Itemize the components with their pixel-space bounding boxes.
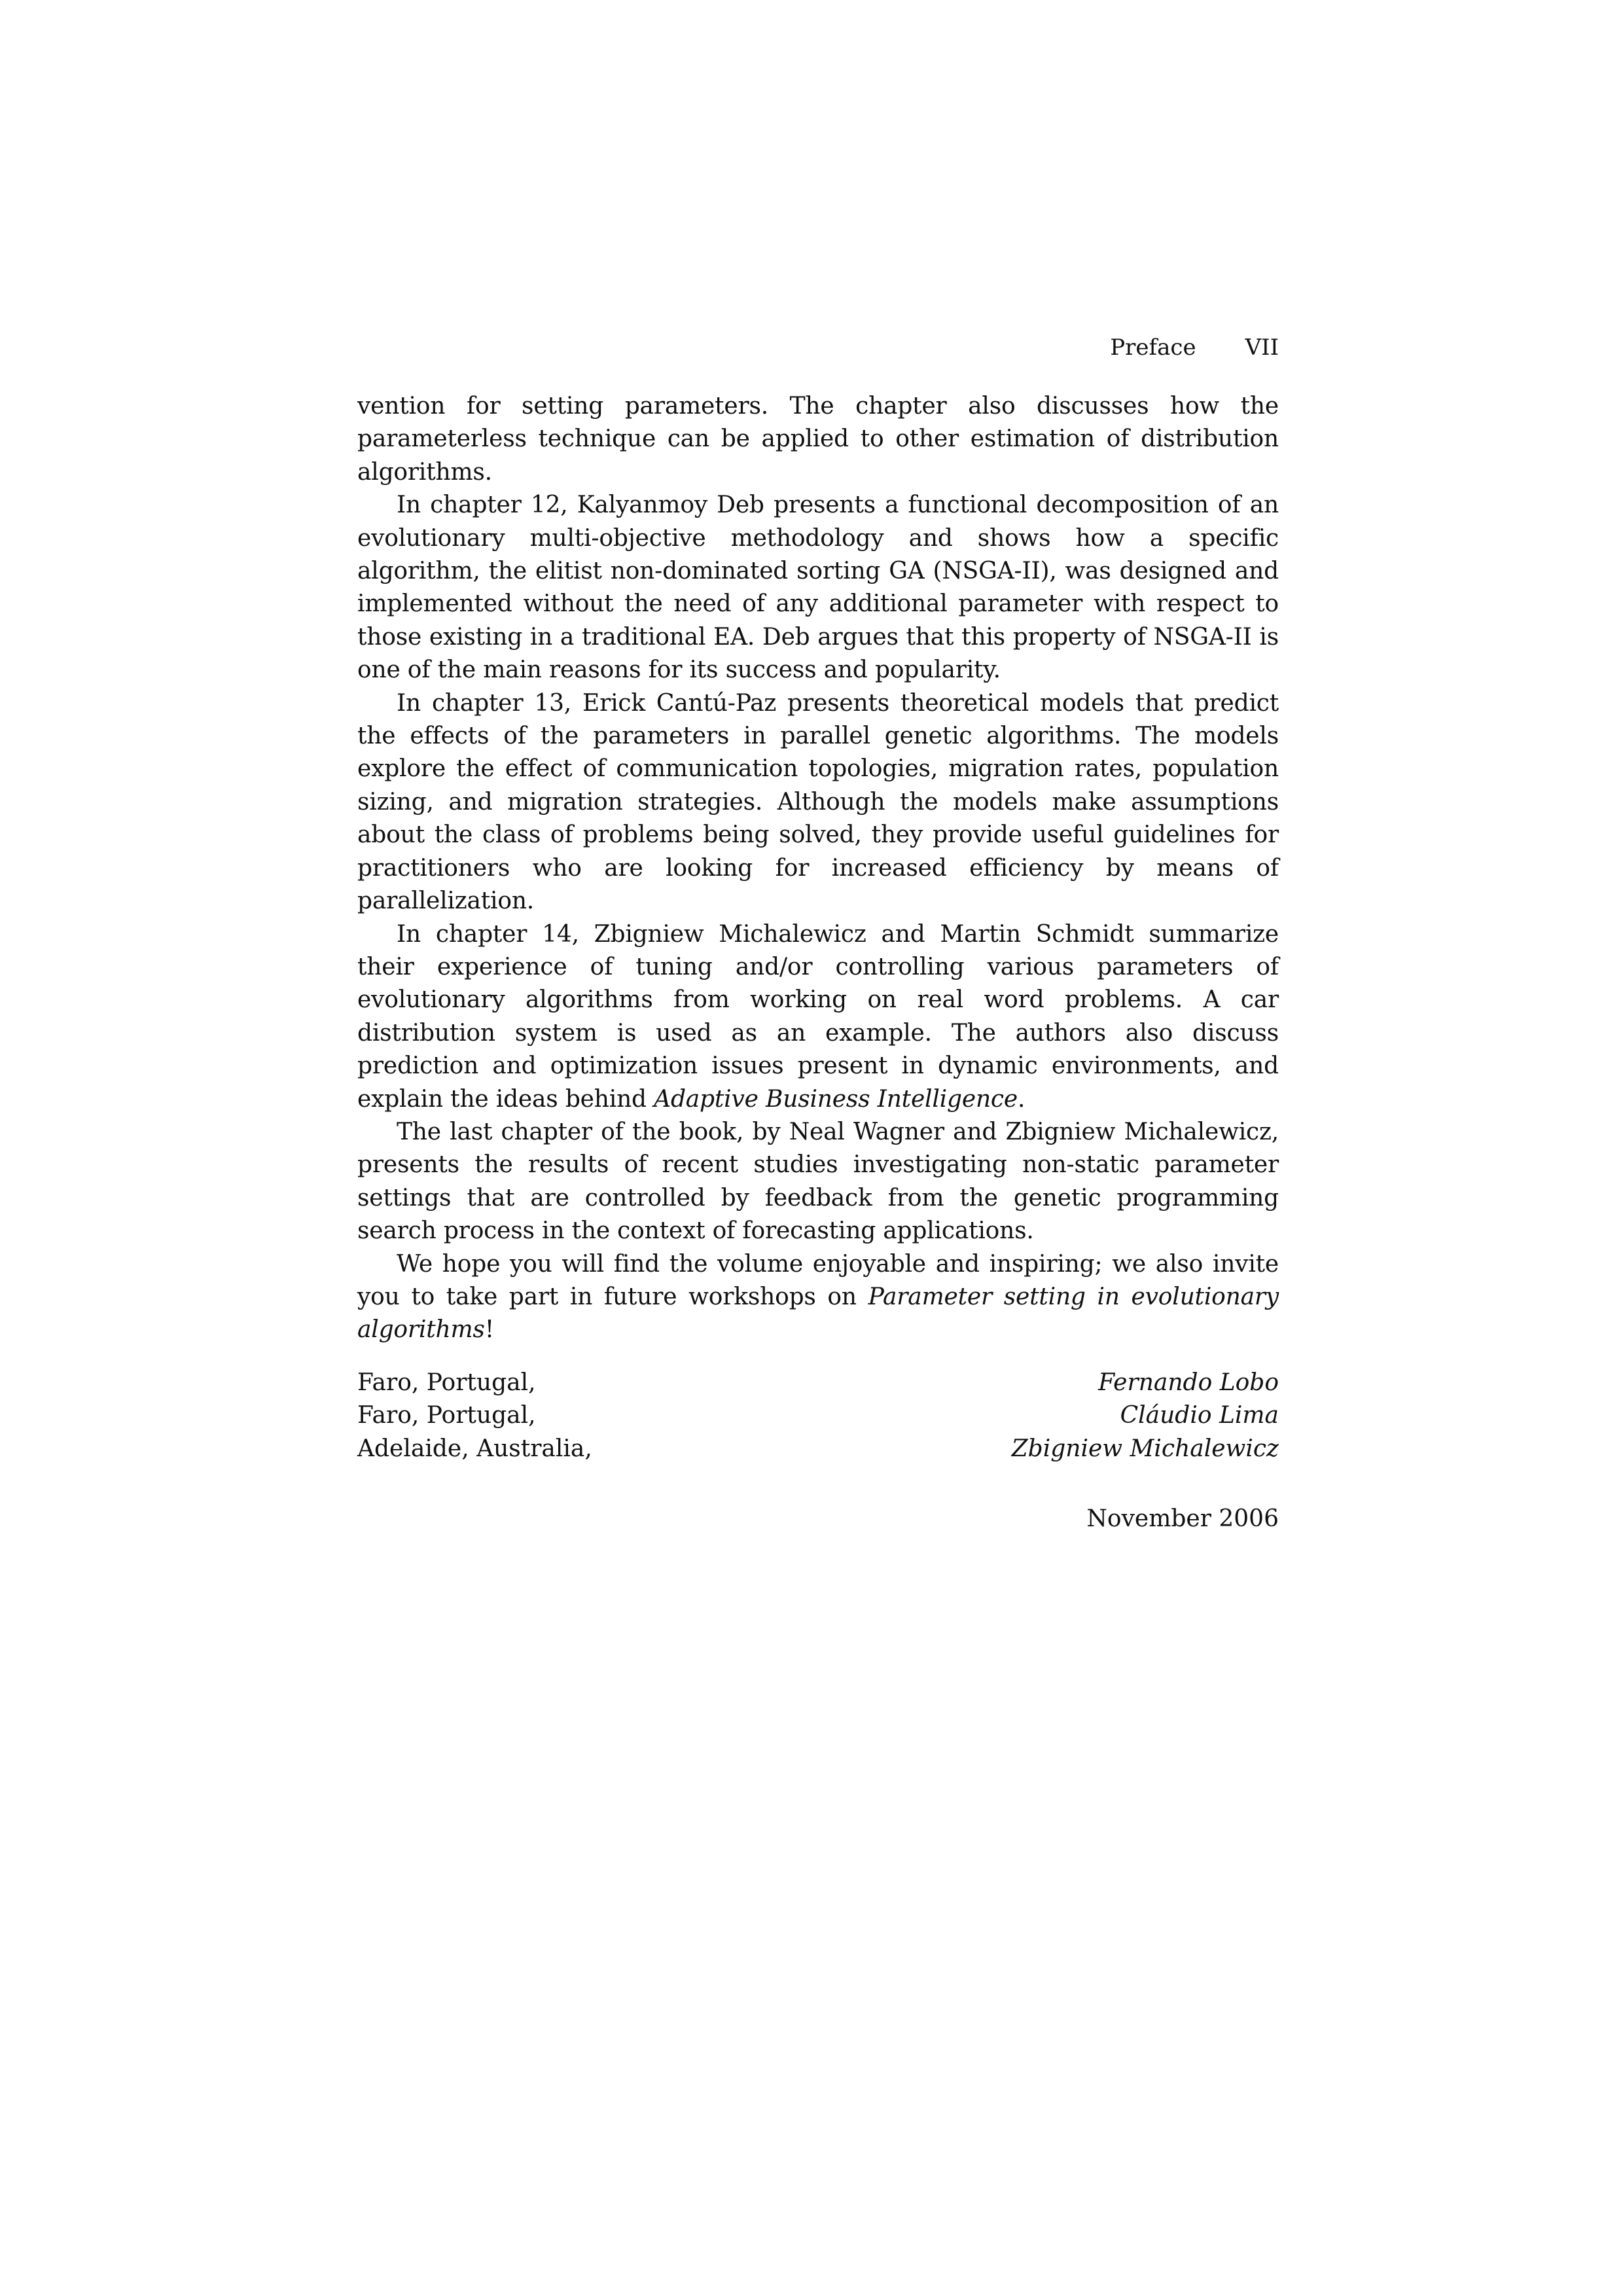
page-number: VII [1245, 334, 1279, 361]
paragraph-5-run-1: The last chapter of the book, by Neal Wagner and Zbigniew Michalewicz, presents the results of recent studies investigating non-static parameter settings that are controlled by feedback from the genetic programming search process in the context of forecasting applications. [357, 1118, 1279, 1245]
paragraph-6-run-1: We hope you will find the volume enjoyable and inspiring; we also invite you to take part in future workshops on [357, 1250, 1279, 1310]
paragraph-6-run-3: ! [484, 1316, 494, 1344]
paragraph-3-run-1: In chapter 13, Erick Cantú-Paz presents theoretical models that predict the effects of the parameters in parallel genetic algorithms. The models explore the effect of communication topologies, migration rates, population sizing, and migration strategies. Although the models make assumptions about the class of problems being solved, they provide useful guidelines for practitioners who are looking for increased efficiency by means of parallelization. [357, 689, 1279, 915]
paragraph-4 [357, 918, 1279, 1116]
paragraph-6 [357, 1248, 1279, 1347]
paragraph-3 [357, 687, 1279, 918]
paragraph-1 [357, 390, 1279, 489]
signature-names [1012, 1367, 1279, 1465]
paragraph-4-italic-title: Adaptive Business Intelligence [654, 1085, 1018, 1113]
editor-name-2: Cláudio Lima [1120, 1402, 1279, 1429]
location-2: Faro, Portugal, [357, 1402, 536, 1429]
editor-name-3: Zbigniew Michalewicz [1011, 1435, 1279, 1462]
signature-block [357, 1367, 1279, 1465]
preface-body [357, 390, 1279, 1347]
running-head-section: Preface [1110, 334, 1196, 361]
paragraph-4-run-1: In chapter 14, Zbigniew Michalewicz and Martin Schmidt summarize their experience of tuning and/or controlling various parameters of evolutionary algorithms from working on real word problems. A car distribution system is used as an example. The authors also discuss prediction and optimization issues present in dynamic environments, and explain the ideas behind [357, 920, 1279, 1113]
paragraph-6-italic-title: Parameter setting in evolutionary algorithms [357, 1283, 1279, 1344]
paragraph-1-run-1: vention for setting parameters. The chapter also discusses how the parameterless technique can be applied to other estimation of distribution algorithms. [357, 393, 1279, 486]
preface-date: November 2006 [1086, 1505, 1279, 1532]
paragraph-4-run-3: . [1018, 1085, 1026, 1113]
running-head [357, 331, 1279, 364]
paragraph-2 [357, 489, 1279, 687]
editor-name-1: Fernando Lobo [1098, 1369, 1279, 1396]
location-1: Faro, Portugal, [357, 1369, 536, 1396]
location-3: Adelaide, Australia, [357, 1435, 592, 1462]
paragraph-5 [357, 1116, 1279, 1248]
paragraph-2-run-1: In chapter 12, Kalyanmoy Deb presents a functional decomposition of an evolutionary multi-objective methodology and shows how a specific algorithm, the elitist non-dominated sorting GA (NSGA-II), was designed and implemented without the need of any additional parameter with respect to those existing in a traditional EA. Deb argues that this property of NSGA-II is one of the main reasons for its success and popularity. [357, 492, 1279, 684]
signature-locations [357, 1367, 592, 1465]
